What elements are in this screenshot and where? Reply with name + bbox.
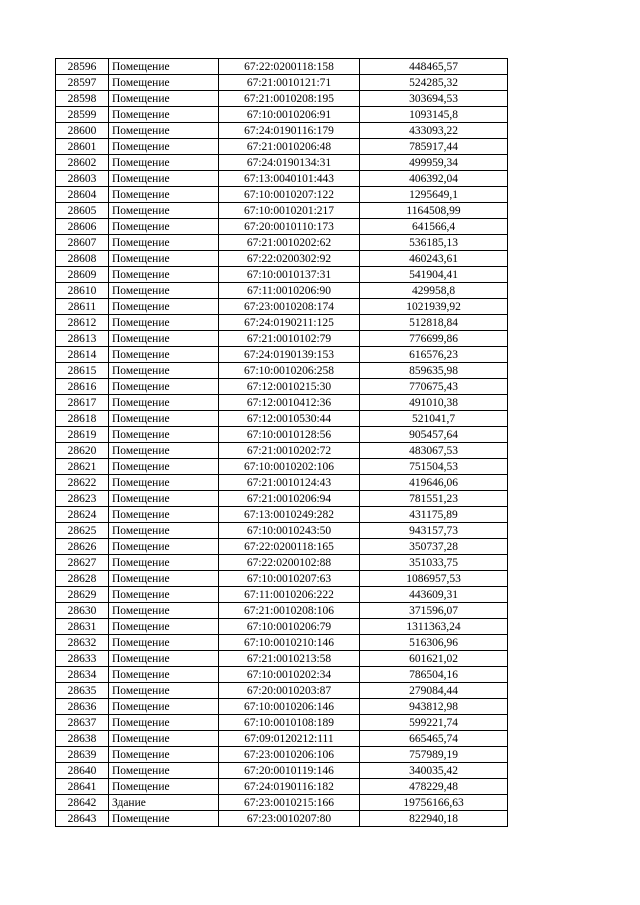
table-row bbox=[56, 315, 508, 331]
cadastral-value-cell: 822940,18 bbox=[360, 811, 508, 827]
table-row bbox=[56, 699, 508, 715]
row-number-cell: 28640 bbox=[56, 763, 109, 779]
row-number-cell: 28636 bbox=[56, 699, 109, 715]
table-row bbox=[56, 731, 508, 747]
table-row bbox=[56, 427, 508, 443]
cadastral-number-cell: 67:10:0010202:106 bbox=[219, 459, 360, 475]
object-type-cell: Помещение bbox=[109, 155, 219, 171]
object-type-cell: Помещение bbox=[109, 331, 219, 347]
cadastral-number-cell: 67:22:0200118:158 bbox=[219, 59, 360, 75]
row-number-cell: 28607 bbox=[56, 235, 109, 251]
table-row bbox=[56, 635, 508, 651]
cadastral-number-cell: 67:22:0200102:88 bbox=[219, 555, 360, 571]
table-row bbox=[56, 379, 508, 395]
object-type-cell: Помещение bbox=[109, 203, 219, 219]
row-number-cell: 28596 bbox=[56, 59, 109, 75]
table-row bbox=[56, 75, 508, 91]
object-type-cell: Помещение bbox=[109, 619, 219, 635]
cadastral-value-cell: 665465,74 bbox=[360, 731, 508, 747]
cadastral-value-cell: 859635,98 bbox=[360, 363, 508, 379]
table-row bbox=[56, 91, 508, 107]
cadastral-value-table bbox=[55, 58, 508, 827]
cadastral-value-cell: 340035,42 bbox=[360, 763, 508, 779]
cadastral-value-cell: 443609,31 bbox=[360, 587, 508, 603]
object-type-cell: Помещение bbox=[109, 539, 219, 555]
cadastral-value-cell: 303694,53 bbox=[360, 91, 508, 107]
row-number-cell: 28597 bbox=[56, 75, 109, 91]
cadastral-number-cell: 67:10:0010108:189 bbox=[219, 715, 360, 731]
row-number-cell: 28611 bbox=[56, 299, 109, 315]
cadastral-value-cell: 1164508,99 bbox=[360, 203, 508, 219]
row-number-cell: 28601 bbox=[56, 139, 109, 155]
row-number-cell: 28610 bbox=[56, 283, 109, 299]
row-number-cell: 28612 bbox=[56, 315, 109, 331]
row-number-cell: 28626 bbox=[56, 539, 109, 555]
object-type-cell: Помещение bbox=[109, 219, 219, 235]
cadastral-number-cell: 67:10:0010206:146 bbox=[219, 699, 360, 715]
cadastral-number-cell: 67:09:0120212:111 bbox=[219, 731, 360, 747]
table-row bbox=[56, 331, 508, 347]
cadastral-value-cell: 483067,53 bbox=[360, 443, 508, 459]
row-number-cell: 28633 bbox=[56, 651, 109, 667]
table-row bbox=[56, 587, 508, 603]
row-number-cell: 28642 bbox=[56, 795, 109, 811]
object-type-cell: Помещение bbox=[109, 395, 219, 411]
object-type-cell: Помещение bbox=[109, 379, 219, 395]
row-number-cell: 28604 bbox=[56, 187, 109, 203]
cadastral-value-cell: 536185,13 bbox=[360, 235, 508, 251]
cadastral-value-cell: 943157,73 bbox=[360, 523, 508, 539]
table-row bbox=[56, 683, 508, 699]
cadastral-number-cell: 67:21:0010208:106 bbox=[219, 603, 360, 619]
object-type-cell: Помещение bbox=[109, 811, 219, 827]
cadastral-value-cell: 1093145,8 bbox=[360, 107, 508, 123]
object-type-cell: Помещение bbox=[109, 171, 219, 187]
row-number-cell: 28614 bbox=[56, 347, 109, 363]
object-type-cell: Помещение bbox=[109, 235, 219, 251]
object-type-cell: Помещение bbox=[109, 123, 219, 139]
object-type-cell: Помещение bbox=[109, 635, 219, 651]
table-row bbox=[56, 123, 508, 139]
table-row bbox=[56, 155, 508, 171]
object-type-cell: Помещение bbox=[109, 91, 219, 107]
row-number-cell: 28622 bbox=[56, 475, 109, 491]
object-type-cell: Помещение bbox=[109, 59, 219, 75]
table-row bbox=[56, 715, 508, 731]
cadastral-number-cell: 67:10:0010243:50 bbox=[219, 523, 360, 539]
cadastral-value-cell: 419646,06 bbox=[360, 475, 508, 491]
row-number-cell: 28602 bbox=[56, 155, 109, 171]
cadastral-value-cell: 601621,02 bbox=[360, 651, 508, 667]
row-number-cell: 28641 bbox=[56, 779, 109, 795]
row-number-cell: 28625 bbox=[56, 523, 109, 539]
row-number-cell: 28638 bbox=[56, 731, 109, 747]
cadastral-value-cell: 19756166,63 bbox=[360, 795, 508, 811]
cadastral-value-cell: 491010,38 bbox=[360, 395, 508, 411]
object-type-cell: Помещение bbox=[109, 267, 219, 283]
cadastral-number-cell: 67:21:0010124:43 bbox=[219, 475, 360, 491]
cadastral-value-cell: 751504,53 bbox=[360, 459, 508, 475]
cadastral-number-cell: 67:10:0010128:56 bbox=[219, 427, 360, 443]
cadastral-number-cell: 67:13:0010249:282 bbox=[219, 507, 360, 523]
object-type-cell: Помещение bbox=[109, 427, 219, 443]
table-row bbox=[56, 667, 508, 683]
object-type-cell: Помещение bbox=[109, 651, 219, 667]
cadastral-number-cell: 67:10:0010206:79 bbox=[219, 619, 360, 635]
cadastral-number-cell: 67:12:0010530:44 bbox=[219, 411, 360, 427]
object-type-cell: Помещение bbox=[109, 315, 219, 331]
cadastral-value-cell: 371596,07 bbox=[360, 603, 508, 619]
object-type-cell: Помещение bbox=[109, 747, 219, 763]
object-type-cell: Здание bbox=[109, 795, 219, 811]
table-row bbox=[56, 475, 508, 491]
table-row bbox=[56, 267, 508, 283]
cadastral-number-cell: 67:10:0010207:122 bbox=[219, 187, 360, 203]
table-row bbox=[56, 763, 508, 779]
table-row bbox=[56, 251, 508, 267]
cadastral-value-cell: 757989,19 bbox=[360, 747, 508, 763]
cadastral-number-cell: 67:23:0010208:174 bbox=[219, 299, 360, 315]
cadastral-number-cell: 67:13:0040101:443 bbox=[219, 171, 360, 187]
cadastral-number-cell: 67:21:0010202:62 bbox=[219, 235, 360, 251]
cadastral-number-cell: 67:10:0010202:34 bbox=[219, 667, 360, 683]
cadastral-value-cell: 478229,48 bbox=[360, 779, 508, 795]
cadastral-value-cell: 1086957,53 bbox=[360, 571, 508, 587]
object-type-cell: Помещение bbox=[109, 347, 219, 363]
cadastral-value-cell: 1311363,24 bbox=[360, 619, 508, 635]
cadastral-value-cell: 433093,22 bbox=[360, 123, 508, 139]
row-number-cell: 28634 bbox=[56, 667, 109, 683]
cadastral-value-cell: 943812,98 bbox=[360, 699, 508, 715]
cadastral-number-cell: 67:10:0010210:146 bbox=[219, 635, 360, 651]
cadastral-value-cell: 599221,74 bbox=[360, 715, 508, 731]
table-row bbox=[56, 523, 508, 539]
cadastral-number-cell: 67:12:0010412:36 bbox=[219, 395, 360, 411]
cadastral-value-cell: 785917,44 bbox=[360, 139, 508, 155]
cadastral-number-cell: 67:24:0190139:153 bbox=[219, 347, 360, 363]
cadastral-number-cell: 67:21:0010202:72 bbox=[219, 443, 360, 459]
cadastral-number-cell: 67:24:0190116:179 bbox=[219, 123, 360, 139]
object-type-cell: Помещение bbox=[109, 443, 219, 459]
cadastral-value-cell: 616576,23 bbox=[360, 347, 508, 363]
row-number-cell: 28624 bbox=[56, 507, 109, 523]
cadastral-number-cell: 67:20:0010110:173 bbox=[219, 219, 360, 235]
object-type-cell: Помещение bbox=[109, 283, 219, 299]
object-type-cell: Помещение bbox=[109, 779, 219, 795]
cadastral-value-cell: 460243,61 bbox=[360, 251, 508, 267]
table-row bbox=[56, 507, 508, 523]
row-number-cell: 28603 bbox=[56, 171, 109, 187]
row-number-cell: 28608 bbox=[56, 251, 109, 267]
cadastral-number-cell: 67:12:0010215:30 bbox=[219, 379, 360, 395]
table-row bbox=[56, 795, 508, 811]
table-row bbox=[56, 283, 508, 299]
cadastral-number-cell: 67:11:0010206:222 bbox=[219, 587, 360, 603]
object-type-cell: Помещение bbox=[109, 571, 219, 587]
row-number-cell: 28613 bbox=[56, 331, 109, 347]
table-row bbox=[56, 779, 508, 795]
object-type-cell: Помещение bbox=[109, 555, 219, 571]
row-number-cell: 28618 bbox=[56, 411, 109, 427]
object-type-cell: Помещение bbox=[109, 251, 219, 267]
cadastral-value-cell: 350737,28 bbox=[360, 539, 508, 555]
table-row bbox=[56, 811, 508, 827]
object-type-cell: Помещение bbox=[109, 187, 219, 203]
cadastral-number-cell: 67:11:0010206:90 bbox=[219, 283, 360, 299]
table-row bbox=[56, 603, 508, 619]
cadastral-value-cell: 516306,96 bbox=[360, 635, 508, 651]
cadastral-number-cell: 67:10:0010137:31 bbox=[219, 267, 360, 283]
row-number-cell: 28598 bbox=[56, 91, 109, 107]
cadastral-number-cell: 67:23:0010206:106 bbox=[219, 747, 360, 763]
cadastral-value-cell: 781551,23 bbox=[360, 491, 508, 507]
row-number-cell: 28609 bbox=[56, 267, 109, 283]
cadastral-number-cell: 67:20:0010203:87 bbox=[219, 683, 360, 699]
object-type-cell: Помещение bbox=[109, 587, 219, 603]
cadastral-number-cell: 67:22:0200118:165 bbox=[219, 539, 360, 555]
row-number-cell: 28621 bbox=[56, 459, 109, 475]
object-type-cell: Помещение bbox=[109, 763, 219, 779]
table-row bbox=[56, 219, 508, 235]
row-number-cell: 28600 bbox=[56, 123, 109, 139]
table-row bbox=[56, 107, 508, 123]
object-type-cell: Помещение bbox=[109, 507, 219, 523]
cadastral-value-cell: 521041,7 bbox=[360, 411, 508, 427]
table-row bbox=[56, 571, 508, 587]
cadastral-number-cell: 67:21:0010213:58 bbox=[219, 651, 360, 667]
row-number-cell: 28629 bbox=[56, 587, 109, 603]
object-type-cell: Помещение bbox=[109, 523, 219, 539]
row-number-cell: 28619 bbox=[56, 427, 109, 443]
row-number-cell: 28623 bbox=[56, 491, 109, 507]
cadastral-value-cell: 905457,64 bbox=[360, 427, 508, 443]
row-number-cell: 28616 bbox=[56, 379, 109, 395]
row-number-cell: 28635 bbox=[56, 683, 109, 699]
object-type-cell: Помещение bbox=[109, 699, 219, 715]
cadastral-value-cell: 406392,04 bbox=[360, 171, 508, 187]
cadastral-value-cell: 448465,57 bbox=[360, 59, 508, 75]
row-number-cell: 28639 bbox=[56, 747, 109, 763]
object-type-cell: Помещение bbox=[109, 75, 219, 91]
cadastral-value-cell: 429958,8 bbox=[360, 283, 508, 299]
cadastral-number-cell: 67:24:0190134:31 bbox=[219, 155, 360, 171]
object-type-cell: Помещение bbox=[109, 475, 219, 491]
object-type-cell: Помещение bbox=[109, 299, 219, 315]
cadastral-number-cell: 67:24:0190116:182 bbox=[219, 779, 360, 795]
row-number-cell: 28620 bbox=[56, 443, 109, 459]
row-number-cell: 28630 bbox=[56, 603, 109, 619]
cadastral-value-cell: 431175,89 bbox=[360, 507, 508, 523]
table-row bbox=[56, 443, 508, 459]
row-number-cell: 28637 bbox=[56, 715, 109, 731]
table-row bbox=[56, 747, 508, 763]
cadastral-number-cell: 67:23:0010215:166 bbox=[219, 795, 360, 811]
cadastral-value-cell: 770675,43 bbox=[360, 379, 508, 395]
cadastral-value-cell: 351033,75 bbox=[360, 555, 508, 571]
table-row bbox=[56, 619, 508, 635]
cadastral-number-cell: 67:21:0010206:94 bbox=[219, 491, 360, 507]
object-type-cell: Помещение bbox=[109, 603, 219, 619]
object-type-cell: Помещение bbox=[109, 459, 219, 475]
object-type-cell: Помещение bbox=[109, 715, 219, 731]
cadastral-number-cell: 67:20:0010119:146 bbox=[219, 763, 360, 779]
object-type-cell: Помещение bbox=[109, 107, 219, 123]
cadastral-number-cell: 67:10:0010207:63 bbox=[219, 571, 360, 587]
object-type-cell: Помещение bbox=[109, 363, 219, 379]
object-type-cell: Помещение bbox=[109, 139, 219, 155]
cadastral-number-cell: 67:21:0010208:195 bbox=[219, 91, 360, 107]
object-type-cell: Помещение bbox=[109, 731, 219, 747]
table-row bbox=[56, 491, 508, 507]
table-row bbox=[56, 411, 508, 427]
cadastral-value-cell: 1295649,1 bbox=[360, 187, 508, 203]
cadastral-number-cell: 67:22:0200302:92 bbox=[219, 251, 360, 267]
cadastral-number-cell: 67:10:0010201:217 bbox=[219, 203, 360, 219]
row-number-cell: 28643 bbox=[56, 811, 109, 827]
cadastral-value-cell: 641566,4 bbox=[360, 219, 508, 235]
cadastral-value-cell: 279084,44 bbox=[360, 683, 508, 699]
row-number-cell: 28599 bbox=[56, 107, 109, 123]
row-number-cell: 28632 bbox=[56, 635, 109, 651]
object-type-cell: Помещение bbox=[109, 667, 219, 683]
row-number-cell: 28631 bbox=[56, 619, 109, 635]
row-number-cell: 28605 bbox=[56, 203, 109, 219]
cadastral-value-cell: 512818,84 bbox=[360, 315, 508, 331]
table-row bbox=[56, 299, 508, 315]
cadastral-value-cell: 786504,16 bbox=[360, 667, 508, 683]
table-row bbox=[56, 459, 508, 475]
cadastral-value-cell: 1021939,92 bbox=[360, 299, 508, 315]
table-row bbox=[56, 59, 508, 75]
cadastral-value-cell: 776699,86 bbox=[360, 331, 508, 347]
object-type-cell: Помещение bbox=[109, 411, 219, 427]
table-row bbox=[56, 203, 508, 219]
table-row bbox=[56, 139, 508, 155]
object-type-cell: Помещение bbox=[109, 491, 219, 507]
cadastral-number-cell: 67:21:0010121:71 bbox=[219, 75, 360, 91]
cadastral-number-cell: 67:21:0010102:79 bbox=[219, 331, 360, 347]
row-number-cell: 28617 bbox=[56, 395, 109, 411]
cadastral-number-cell: 67:24:0190211:125 bbox=[219, 315, 360, 331]
table-row bbox=[56, 235, 508, 251]
cadastral-number-cell: 67:23:0010207:80 bbox=[219, 811, 360, 827]
table-body bbox=[56, 59, 508, 827]
table-row bbox=[56, 171, 508, 187]
table-row bbox=[56, 555, 508, 571]
table-row bbox=[56, 395, 508, 411]
table-row bbox=[56, 363, 508, 379]
table-row bbox=[56, 539, 508, 555]
table-row bbox=[56, 651, 508, 667]
row-number-cell: 28606 bbox=[56, 219, 109, 235]
cadastral-number-cell: 67:10:0010206:91 bbox=[219, 107, 360, 123]
cadastral-value-cell: 541904,41 bbox=[360, 267, 508, 283]
row-number-cell: 28615 bbox=[56, 363, 109, 379]
cadastral-number-cell: 67:10:0010206:258 bbox=[219, 363, 360, 379]
cadastral-number-cell: 67:21:0010206:48 bbox=[219, 139, 360, 155]
row-number-cell: 28627 bbox=[56, 555, 109, 571]
object-type-cell: Помещение bbox=[109, 683, 219, 699]
cadastral-value-cell: 524285,32 bbox=[360, 75, 508, 91]
table-row bbox=[56, 347, 508, 363]
table-row bbox=[56, 187, 508, 203]
row-number-cell: 28628 bbox=[56, 571, 109, 587]
cadastral-value-cell: 499959,34 bbox=[360, 155, 508, 171]
